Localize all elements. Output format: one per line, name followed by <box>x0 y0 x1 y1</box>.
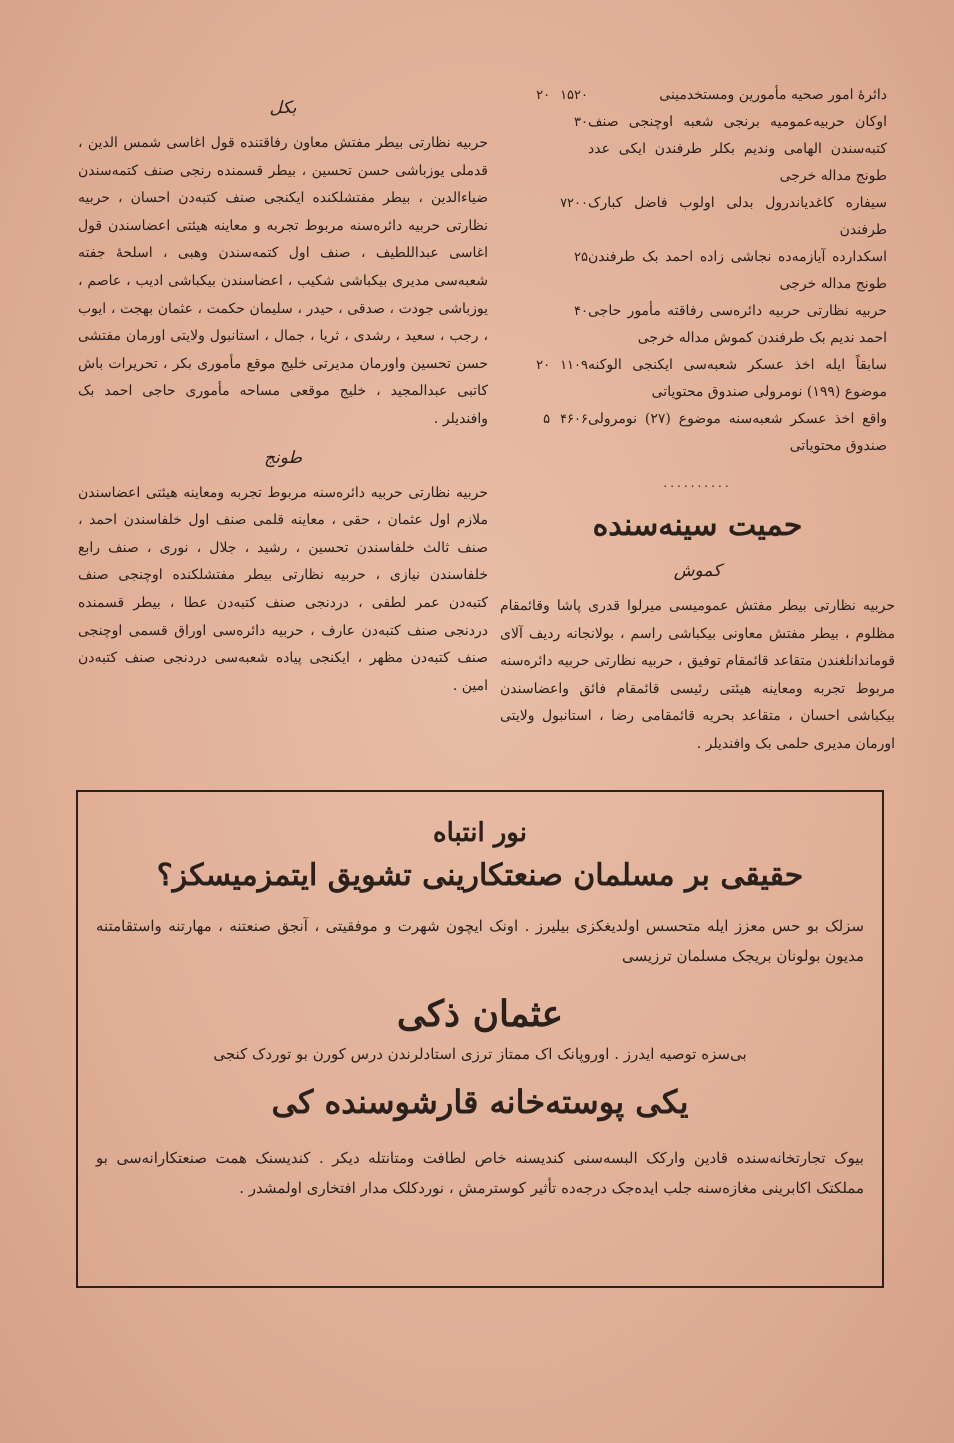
section-title-gumus: کموش <box>673 561 722 581</box>
ledger-kurus: ۴۶۰۶ <box>560 412 588 427</box>
ledger-description: سیفاره کاغدیاندرول بدلی اولوب فاضل کبارک طرفندن <box>588 195 887 238</box>
section-divider: .......... <box>663 476 732 490</box>
ledger-description: واقع اخذ عسکر شعبه‌سنه موضوع (۲۷) نومرولی صندوق محتویاتی <box>588 411 887 454</box>
ledger-description: اسکدارده آیازمه‌ده نجاشی زاده احمد بک طرفندن طونج مداله خرجی <box>588 249 887 292</box>
ad-intro: سزلک بو حس معزز ایله متحسس اولدیغکزی بیلیرز . اونک ایچون شهرت و موفقیتی ، آنجق صنعتنه ، مهارتنه واستقامتنه مدیون بولونان بریجک مسلمان ترزیسی <box>96 917 864 965</box>
right-column <box>500 82 895 759</box>
ledger-kurus: ۱۱۰۹ <box>560 358 588 373</box>
ledger-amount <box>500 109 588 136</box>
ledger-row <box>500 244 895 298</box>
section-title-tunc: طونج <box>263 447 303 468</box>
ledger-kurus: ۲۵ <box>574 250 588 265</box>
ledger-amount <box>500 190 588 217</box>
ledger-row <box>500 109 895 190</box>
section-text-tunc: حربیه نظارتی حربیه دائره‌سنه مربوط تجربه ومعاینه هیئتی اعضاسندن ملازم اول عثمان ، حقی ، معاینه قلمی صنف اول خلفاسندن احمد ، صنف ثالث خلفاسندن تحسین ، رشید ، جلال ، نوری ، صنف رابع خلفاسندن نیازی ، حربیه نظارتی بیطر مفتشلکنده اوچنجی صنف کتبه‌دن عمر لطفی ، دردنجی صنف کتبه‌دن عطا ، بیطر قسمنده دردنجی صنف کتبه‌دن عارف ، حربیه دائره‌سی اوراق قسمی اوچنجی صنف کتبه‌دن مظهر ، ایکنجی پیاده شعبه‌سی دردنجی صنف کتبه‌دن امین . <box>78 484 488 694</box>
left-column <box>78 92 488 700</box>
ledger-para: ۲۰ <box>536 88 551 103</box>
section-text-bakir: حربیه نظارتی بیطر مفتش معاون رفاقتنده قول اغاسی شمس الدین ، قدملی یوزباشی حسن تحسین ، بیطر قسمنده رنجی صنف کتمه‌سندن ضیاءالدین ، بیطر مفتشلکنده ایکنجی صنف کتبه‌دن احسان ، حربیه نظارتی حربیه دائره‌سنه مربوط تجربه و معاینه هیئتی اعضاسندن قول اغاسی عبداللطیف ، صنف اول کتمه‌سندن وهبی ، اسلحهٔ جفته شعبه‌سی مدیری بیکباشی شکیب ، اعضاسندن بیکباشی ادیب ، عاصم ، یوزباشی جودت ، صدقی ، حیدر ، سلیمان حکمت ، عثمان بهجت ، ایوب ، رجب ، سعید ، رشدی ، ثریا ، جمال ، استانبول ولایتی اورمان مفتشی حسن تحسین واورمان مدیرتی خلیج موقع مأموری بکر ، تحریرات باش کاتبی عبدالمجید ، خلیج موقعی مساحه مأموری حاجی احمد بک وافندیلر . <box>78 135 488 427</box>
ad-title: نور انتباه <box>433 818 527 848</box>
ledger-amount <box>500 406 588 433</box>
ad-shop-location: یکی پوسته‌خانه قارشوسنده کی <box>271 1083 689 1121</box>
ledger-amount <box>500 82 588 109</box>
ledger-kurus: ۱۵۲۰ <box>560 88 588 103</box>
ledger-row <box>500 406 895 460</box>
section-title-bakir: بکل <box>269 98 297 118</box>
tailor-advertisement <box>76 790 884 1288</box>
ledger-para: ۵ <box>543 412 551 427</box>
ledger-row <box>500 82 895 109</box>
ledger-para: ۲۰ <box>536 358 551 373</box>
ledger-row <box>500 298 895 352</box>
headline: حمیت سینه‌سنده <box>592 508 803 543</box>
ledger-amount <box>500 298 588 325</box>
donation-ledger <box>500 82 895 460</box>
ledger-description: سابقاً ایله اخذ عسکر شعبه‌سی ایکنجی الوکنه موضوع (۱۹۹) نومرولی صندوق محتویاتی <box>588 357 887 400</box>
section-text-gumus: حربیه نظارتی بیطر مفتش عمومیسی میرلوا قدری پاشا وقائمقام مظلوم ، بیطر مفتش معاونی بیکباشی راسم ، بولانجانه ردیف آلای قوماندانلغندن متقاعد قائمقام توفیق ، حربیه نظارتی حربیه دائره‌سنه مربوط تجربه ومعاینه هیئتی رئیسی قائمقام فائق واعضاسندن بیکباشی احسان ، متقاعد بحریه قائمقامی رضا ، استانبول ولایتی اورمان مدیری حلمی بک وافندیلر . <box>500 598 895 752</box>
ad-closing: بیوک تجارتخانه‌سنده قادین وارکک البسه‌سنی کندیسنه خاص لطافت ومتانتله دیکر . کندیسنک همت صنعتکارانه‌سی بو مملکتک اکابرینی مغازه‌سنه جلب ایده‌جک درجه‌ده تأثیر کوسترمش ، نوردکلک مدار افتخاری اولمشدر . <box>96 1149 864 1197</box>
ad-recommendation: بی‌سزه توصیه ایدرز . اوروپانک اک ممتاز ترزی استادلرندن درس کورن بو توردک کنجی <box>213 1045 747 1063</box>
ledger-description: دائرهٔ امور صحیه مأمورین ومستخدمینی <box>659 87 887 103</box>
ad-question: حقیقی بر مسلمان صنعتکارینی تشویق ایتمزمیسکز؟ <box>156 858 804 893</box>
ledger-amount <box>500 352 588 379</box>
ad-tailor-name: عثمان ذکی <box>396 993 564 1035</box>
ledger-row <box>500 352 895 406</box>
ledger-row <box>500 190 895 244</box>
ledger-kurus: ۴۰ <box>574 304 588 319</box>
ledger-description: اوکان حربیه‌عمومیه برنجی شعبه اوچنجی صنف کتبه‌سندن الهامی وندیم بکلر طرفندن ایکی عدد طونج مداله خرجی <box>588 114 887 184</box>
ledger-kurus: ۳۰ <box>574 115 588 130</box>
ledger-description: حربیه نظارتی حربیه دائره‌سی رفاقته مأمور حاجی احمد ندیم بک طرفندن کموش مداله خرجی <box>588 303 887 346</box>
ledger-amount <box>500 244 588 271</box>
ledger-kurus: ۷۲۰۰ <box>560 196 588 211</box>
